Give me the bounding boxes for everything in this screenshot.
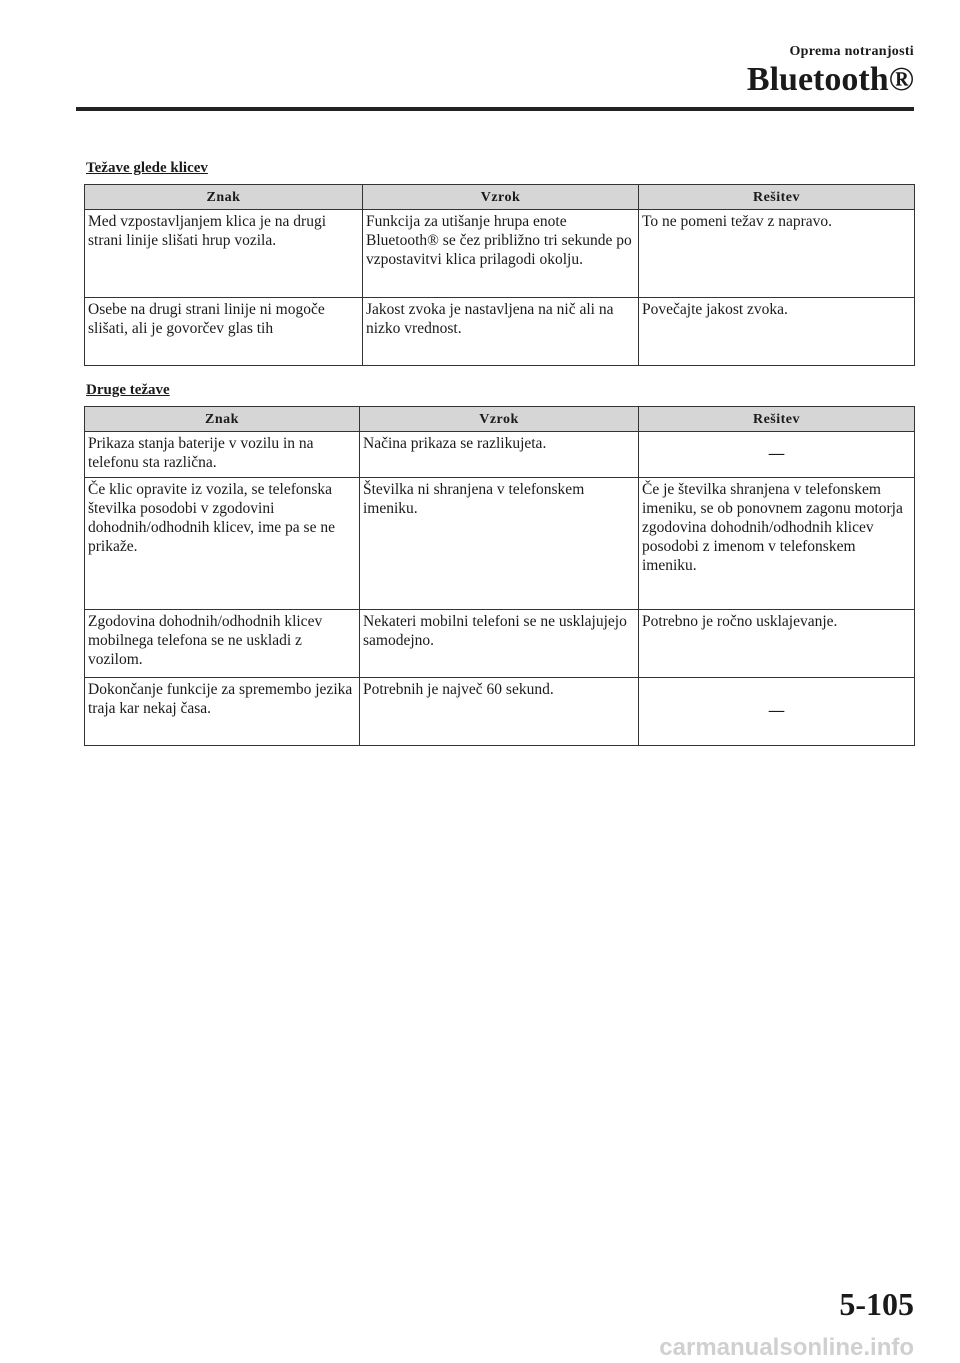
cell-resitev: — [639, 432, 915, 478]
other-problems-table [84, 406, 915, 746]
cell-resitev: Če je številka shranjena v telefonskem imeniku, se ob ponovnem zagonu motorja zgodovina dohodnih/odhodnih klicev posodobi z imenom v telefonskem imeniku. [639, 478, 915, 610]
cell-znak: Dokončanje funkcije za spremembo jezika traja kar nekaj časa. [85, 678, 360, 746]
cell-znak: Med vzpostavljanjem klica je na drugi strani linije slišati hrup vozila. [85, 210, 363, 298]
table-row [85, 432, 915, 478]
cell-vzrok: Številka ni shranjena v telefonskem imeniku. [360, 478, 639, 610]
cell-resitev: To ne pomeni težav z napravo. [639, 210, 915, 298]
page-title: Bluetooth® [746, 61, 914, 98]
cell-vzrok: Načina prikaza se razlikujeta. [360, 432, 639, 478]
column-header-znak: Znak [85, 407, 360, 432]
column-header-znak: Znak [85, 185, 363, 210]
column-header-resitev: Rešitev [639, 407, 915, 432]
section-title-call-problems: Težave glede klicev [86, 160, 208, 176]
section-title-other-problems: Druge težave [86, 382, 170, 398]
call-problems-table [84, 184, 915, 366]
cell-resitev: Povečajte jakost zvoka. [639, 298, 915, 366]
watermark: carmanualsonline.info [659, 1334, 914, 1361]
table-row [85, 298, 915, 366]
column-header-vzrok: Vzrok [363, 185, 639, 210]
table-row [85, 678, 915, 746]
column-header-vzrok: Vzrok [360, 407, 639, 432]
table-row [85, 210, 915, 298]
cell-vzrok: Potrebnih je največ 60 sekund. [360, 678, 639, 746]
cell-znak: Osebe na drugi strani linije ni mogoče slišati, ali je govorčev glas tih [85, 298, 363, 366]
cell-znak: Zgodovina dohodnih/odhodnih klicev mobilnega telefona se ne uskladi z vozilom. [85, 610, 360, 678]
table-header-row [85, 407, 915, 432]
table-row [85, 478, 915, 610]
table-header-row [85, 185, 915, 210]
column-header-resitev: Rešitev [639, 185, 915, 210]
cell-vzrok: Funkcija za utišanje hrupa enote Bluetooth® se čez približno tri sekunde po vzpostavitvi klica prilagodi okolju. [363, 210, 639, 298]
cell-znak: Če klic opravite iz vozila, se telefonska številka posodobi v zgodovini dohodnih/odhodnih klicev, ime pa se ne prikaže. [85, 478, 360, 610]
cell-resitev: — [639, 678, 915, 746]
cell-resitev: Potrebno je ročno usklajevanje. [639, 610, 915, 678]
table-row [85, 610, 915, 678]
page-number: 5-105 [839, 1286, 914, 1322]
cell-vzrok: Jakost zvoka je nastavljena na nič ali na nizko vrednost. [363, 298, 639, 366]
header-divider [76, 107, 914, 111]
cell-vzrok: Nekateri mobilni telefoni se ne usklajujejo samodejno. [360, 610, 639, 678]
cell-znak: Prikaza stanja baterije v vozilu in na telefonu sta različna. [85, 432, 360, 478]
chapter-section-label: Oprema notranjosti [789, 44, 914, 59]
